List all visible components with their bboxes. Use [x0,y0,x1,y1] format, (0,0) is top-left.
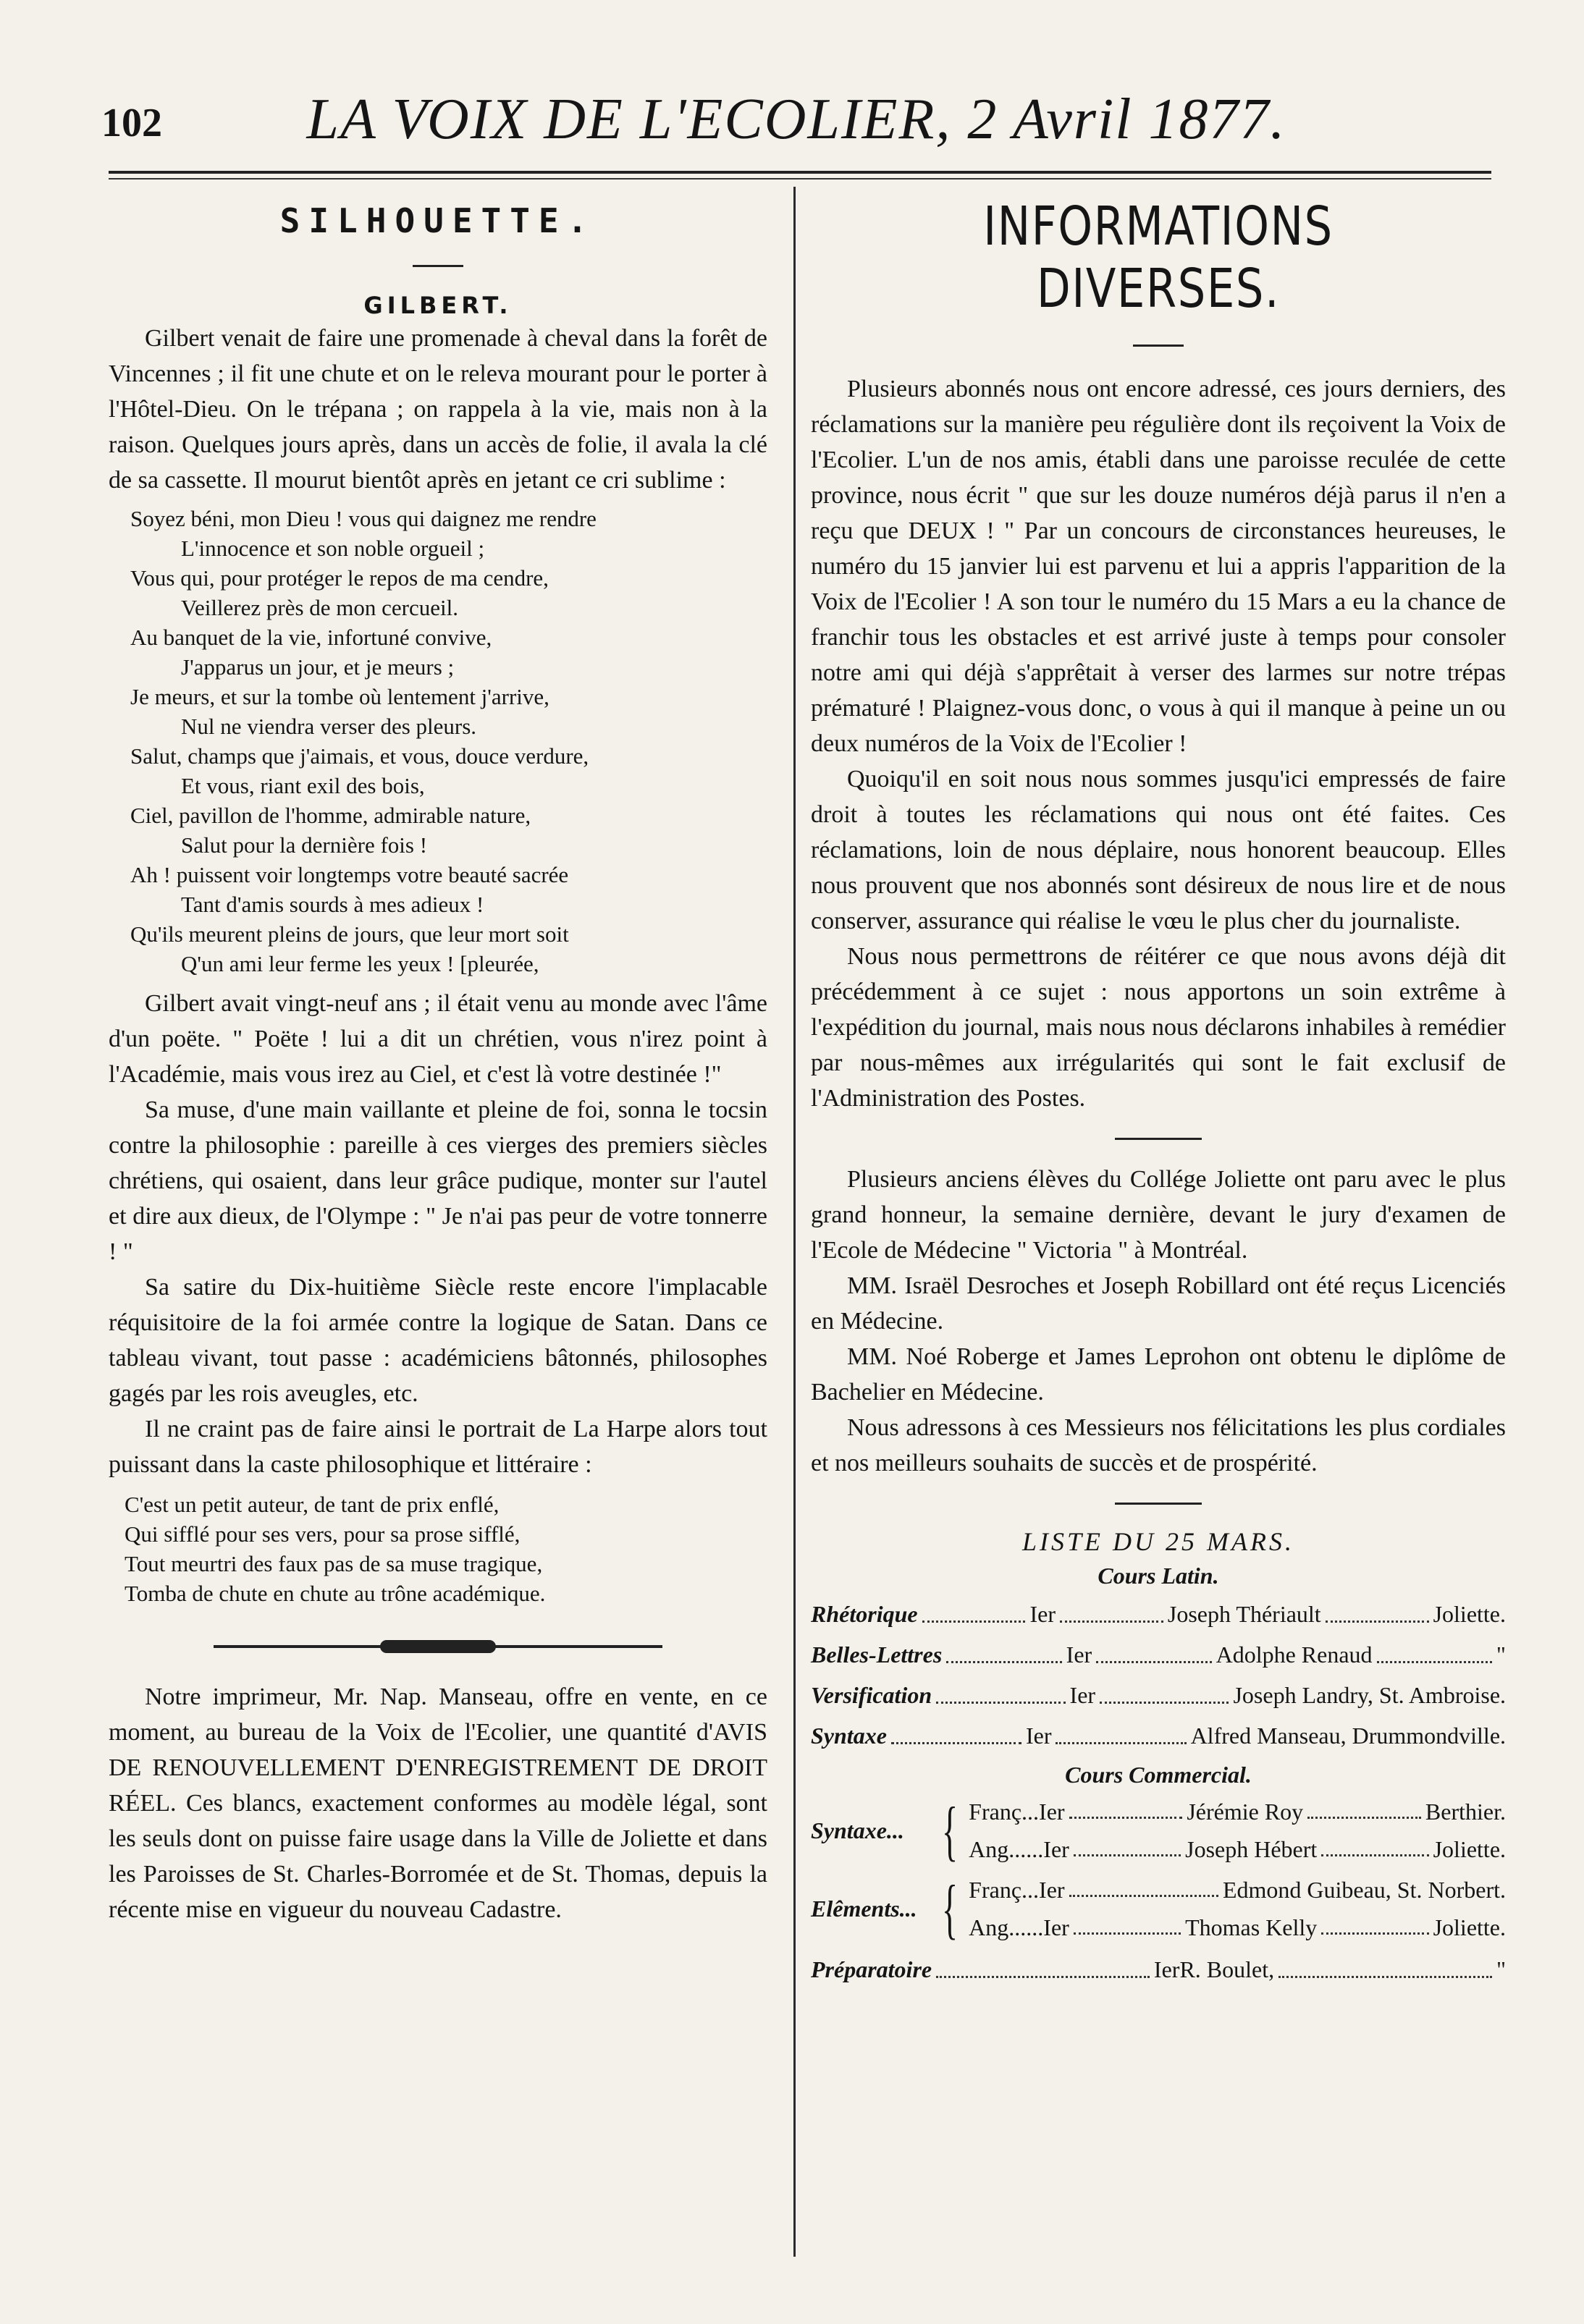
paragraph: Nous adressons à ces Messieurs nos félicitations les plus cordiales et nos meilleurs souhaits de succès et de prospérité. [811,1414,1506,1476]
paragraph: Gilbert venait de faire une promenade à cheval dans la forêt de Vincennes ; il fit une chute et on le releva mourant pour le porter à l'Hôtel-Dieu. On le trépana ; on rappela à la vie, mais non à la raison. Quelques jours après, dans un accès de folie, il avala la clé de sa cassette. Il mourut bientôt après en jetant ce cri sublime : [109,325,767,494]
list-item: Syntaxe Ier Alfred Manseau, Drummondville. [811,1715,1506,1756]
poem-line: Salut, champs que j'aimais, et vous, douce verdure, [130,743,589,769]
section-rule [1115,1138,1202,1140]
poem-line: Veillerez près de mon cercueil. [181,595,459,620]
paragraph: Il ne craint pas de faire ainsi le portrait de La Harpe alors tout puissant dans la caste philosophique et littéraire : [109,1416,767,1478]
paragraph: Sa muse, d'une main vaillante et pleine de foi, sonna le tocsin contre la philosophie : pareille à ces vierges des premiers siècles chrétiens, qui osaient, dans leur grâce pudique, monter sur l'autel et dire aux dieux, de l'Olympe : " Je n'ai pas peur de votre tonnerre ! " [109,1096,767,1265]
poem-line: Tant d'amis sourds à mes adieux ! [181,892,484,917]
poem-la-harpe [125,1490,767,1608]
paragraph-advertisement: Notre imprimeur, Mr. Nap. Manseau, offre en vente, en ce moment, au bureau de la Voix de l'Ecolier, une quantité d'AVIS DE RENOUVELLEMENT D'ENREGISTREMENT DE DROIT RÉEL. Ces blancs, exactement conformes au modèle légal, sont les seuls dont on puisse faire usage dans la Ville de Joliette et dans les Paroisses de St. Charles-Borromée et de St. Thomas, depuis la récente mise en vigueur du nouveau Cadastre. [109,1683,767,1923]
list-item: Franç... Ier Jérémie Roy Berthier. [969,1793,1506,1830]
section-rule [413,265,463,267]
poem-line: Ciel, pavillon de l'homme, admirable nature, [130,803,531,828]
poem-line: Tomba de chute en chute au trône académique. [125,1581,546,1606]
page-header [101,87,1491,166]
paragraph: Quoiqu'il en soit nous nous sommes jusqu'ici empressés de faire droit à toutes les réclamations qui nous ont été faites. Ces réclamations, loin de nous déplaire, nous honorent beaucoup. Elles nous prouvent que nos abonnés sont désireux de nous lire et de nous conserver, assurance qui réalise le vœu le plus cher du journaliste. [811,766,1506,934]
paragraph: Plusieurs abonnés nous ont encore adressé, ces jours derniers, des réclamations sur la manière peu régulière dont ils reçoivent la Voix de l'Ecolier. L'un de nos amis, établi dans une paroisse reculée de cette province, nous écrit " que sur les douze numéros déjà parus il n'en a reçu que DEUX ! " Par un concours de circonstances heureuses, le numéro du 15 janvier lui est parvenu et lui a appris l'apparition de la Voix de l'Ecolier ! A son tour le numéro du 15 Mars a eu la chance de franchir tous les obstacles et est arrivé juste à temps pour consoler notre ami qui déjà s'apprêtait à verser des larmes sur notre trépas prématuré ! Plaignez-vous donc, o vous à qui il manque à peine un ou deux numéros de la Voix de l'Ecolier ! [811,376,1506,757]
paragraph: Nous nous permettrons de réitérer ce que nous avons déjà dit précédemment à ce sujet : nous apportons un soin extrême à l'expédition du journal, mais nous nous déclarons inhabiles à remédier par nous-mêmes aux irrégularités qui sont le fait exclusif de l'Administration des Postes. [811,943,1506,1112]
list-group-syntaxe: Syntaxe... { Franç... Ier Jérémie Roy Berthier. Ang...... Ier Joseph Hébert Joliette. [811,1793,1507,1867]
poem-line: Et vous, riant exil des bois, [181,773,425,798]
column-divider [793,187,796,2257]
poem-line: Au banquet de la vie, infortuné convive, [130,625,492,650]
section-rule [1115,1503,1202,1505]
poem-line: Qui sifflé pour ses vers, pour sa prose sifflé, [125,1521,521,1547]
poem-line: Je meurs, et sur la tombe où lentement j'arrive, [130,684,549,709]
paragraph: Gilbert avait vingt-neuf ans ; il était venu au monde avec l'âme d'un poëte. " Poëte ! lui a dit un chrétien, vous n'irez point à l'Académie, mais vous irez au Ciel, et c'est là votre destinée !" [109,990,767,1088]
poem-line: Ah ! puissent voir longtemps votre beauté sacrée [130,862,569,887]
list-group-elements: Elêments... { Franç... Ier Edmond Guibeau, St. Norbert. Ang...... Ier Thomas Kelly Joliette. [811,1872,1506,1945]
ornament-divider [214,1636,662,1657]
section-title-informations: INFORMATIONS DIVERSES. [983,195,1334,320]
list-item: Préparatoire Ier R. Boulet, " [811,1949,1506,1990]
list-subtitle: Cours Latin. [1098,1563,1219,1589]
list-title: LISTE DU 25 MARS. [1022,1527,1294,1556]
poem-line: Salut pour la dernière fois ! [181,832,428,858]
left-column [109,188,767,1927]
paragraph: Sa satire du Dix-huitième Siècle reste encore l'implacable réquisitoire de la foi armée contre la logique de Satan. Dans ce tableau vivant, tout passe : académiciens bâtonnés, philosophes gagés par les rois aveugles, etc. [109,1274,767,1407]
list-item: Rhétorique Ier Joseph Thériault Joliette. [811,1594,1506,1634]
poem-line: C'est un petit auteur, de tant de prix enflé, [125,1492,500,1517]
poem-line: Qu'ils meurent pleins de jours, que leur mort soit [130,921,569,947]
paragraph: MM. Noé Roberge et James Leprohon ont obtenu le diplôme de Bachelier en Médecine. [811,1343,1506,1406]
list-item: Ang...... Ier Thomas Kelly Joliette. [969,1909,1506,1946]
page-number: 102 [101,101,162,145]
article-subtitle: GILBERT. [363,292,513,319]
header-rule [109,171,1491,174]
section-rule [1133,345,1184,347]
section-title-silhouette: SILHOUETTE. [279,201,597,240]
paragraph: MM. Israël Desroches et Joseph Robillard ont été reçus Licenciés en Médecine. [811,1272,1506,1335]
list-item: Belles-Lettres Ier Adolphe Renaud " [811,1634,1506,1675]
poem-line: Soyez béni, mon Dieu ! vous qui daignez me rendre [130,506,597,531]
brace-glyph: { [942,1872,959,1945]
list-item: Versification Ier Joseph Landry, St. Ambroise. [811,1675,1506,1715]
poem-line: Q'un ami leur ferme les yeux ! [pleurée, [181,951,539,976]
list-item: Ang...... Ier Joseph Hébert Joliette. [969,1830,1506,1868]
poem [130,504,767,979]
header-rule-thin [109,178,1491,179]
right-column [811,188,1506,1990]
paragraph: Plusieurs anciens élèves du Collége Joliette ont paru avec le plus grand honneur, la semaine dernière, devant le jury d'examen de l'Ecole de Médecine " Victoria " à Montréal. [811,1166,1506,1264]
poem-line: Vous qui, pour protéger le repos de ma cendre, [130,565,549,591]
brace-glyph: { [942,1793,959,1867]
poem-line: Nul ne viendra verser des pleurs. [181,714,477,739]
poem-line: L'innocence et son noble orgueil ; [181,536,485,561]
poem-line: J'apparus un jour, et je meurs ; [181,654,455,680]
list-subtitle: Cours Commercial. [1065,1762,1252,1788]
journal-title: LA VOIX DE L'ECOLIER, 2 Avril 1877. [306,88,1286,151]
list-item: Franç... Ier Edmond Guibeau, St. Norbert. [969,1871,1506,1909]
poem-line: Tout meurtri des faux pas de sa muse tragique, [125,1551,543,1576]
